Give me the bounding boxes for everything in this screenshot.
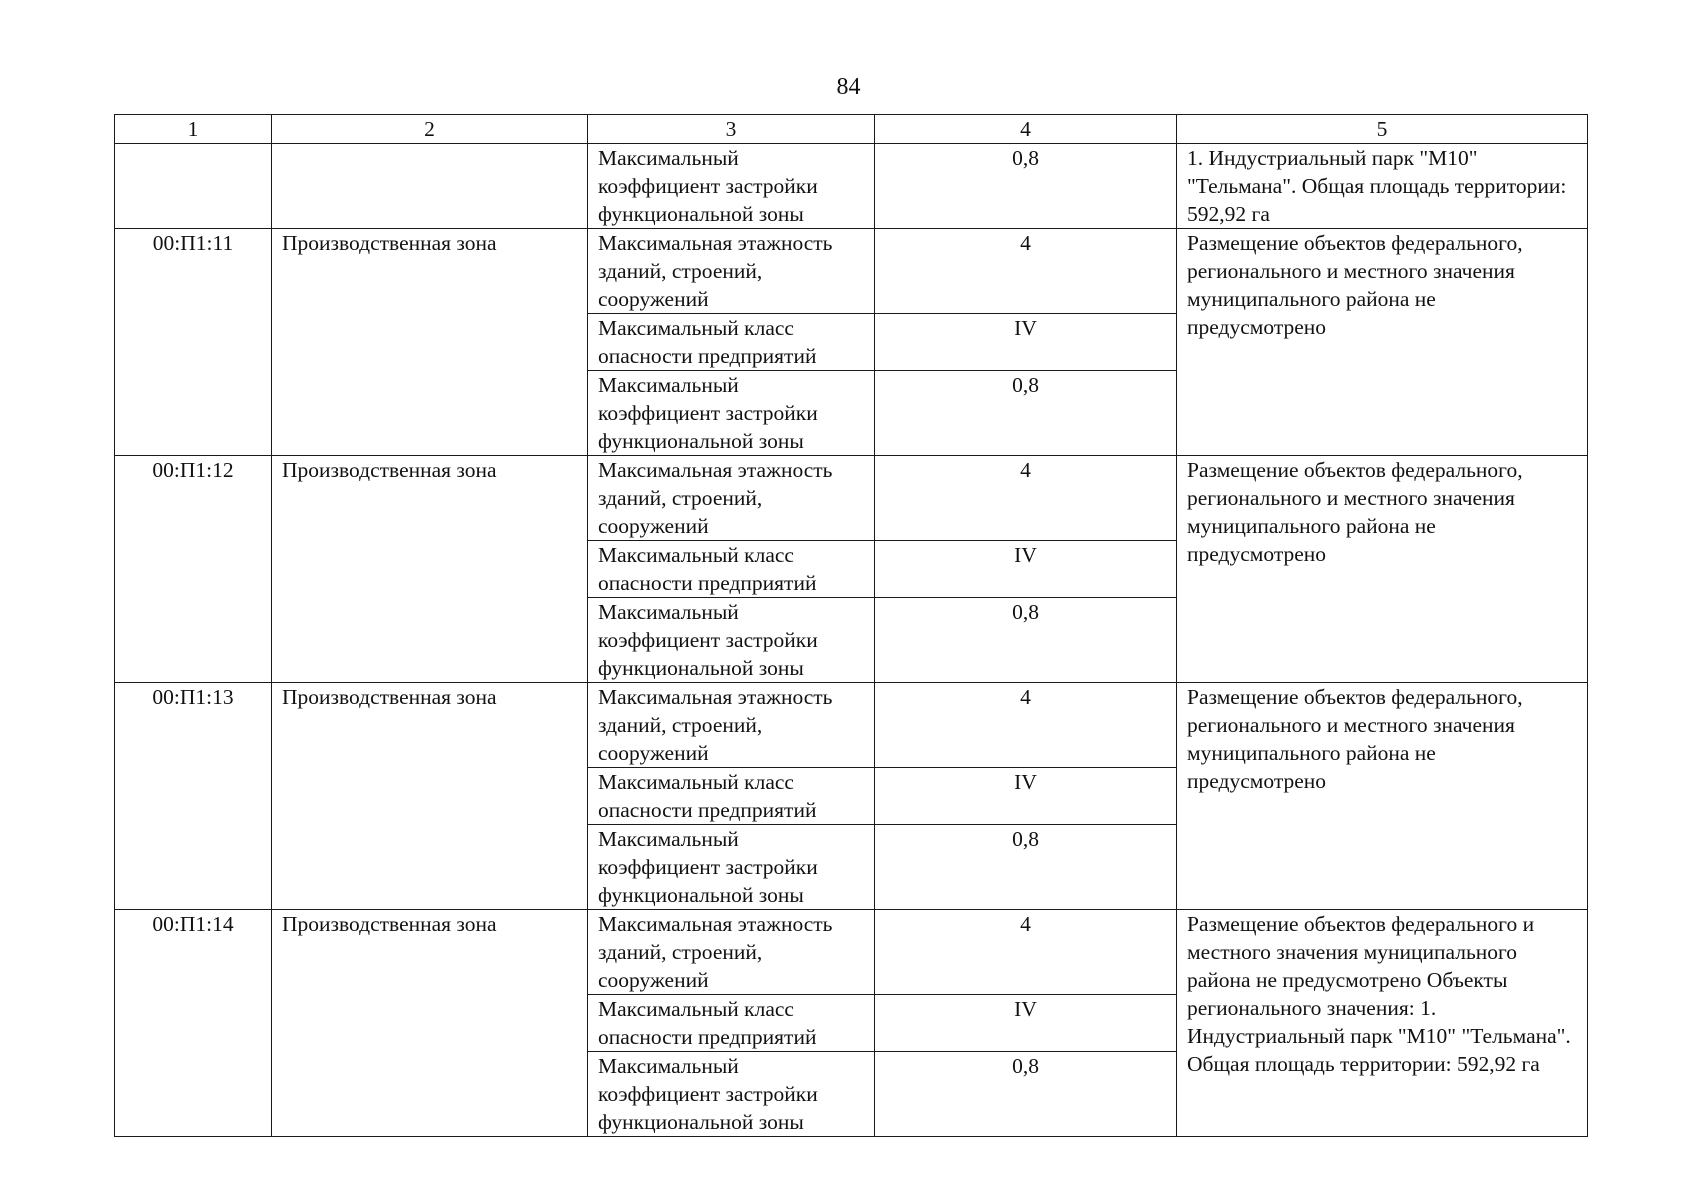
param-label-cell: Максимальный коэффициент застройки функциональной зоны	[588, 825, 875, 910]
param-label-cell: Максимальный класс опасности предприятий	[588, 314, 875, 371]
column-header: 4	[875, 115, 1177, 144]
zone-name-cell: Производственная зона	[272, 229, 588, 456]
column-header: 3	[588, 115, 875, 144]
param-value-cell: 0,8	[875, 1052, 1177, 1137]
zone-name-cell	[272, 144, 588, 229]
table-row	[115, 683, 1588, 768]
param-label-cell: Максимальная этажность зданий, строений, сооружений	[588, 683, 875, 768]
zone-note-cell: Размещение объектов федерального и местного значения муниципального района не предусмотрено Объекты регионального значения: 1. Индустриальный парк "М10" "Тельмана". Общая площадь территории: 592,92 га	[1177, 910, 1588, 1137]
param-label-cell: Максимальный класс опасности предприятий	[588, 995, 875, 1052]
param-value-cell: 4	[875, 229, 1177, 314]
zone-code-cell	[115, 144, 272, 229]
param-label-cell: Максимальная этажность зданий, строений, сооружений	[588, 456, 875, 541]
param-label-cell: Максимальный коэффициент застройки функциональной зоны	[588, 1052, 875, 1137]
param-label-cell: Максимальный коэффициент застройки функциональной зоны	[588, 371, 875, 456]
zone-note-cell: Размещение объектов федерального, регионального и местного значения муниципального района не предусмотрено	[1177, 683, 1588, 910]
zone-code-cell: 00:П1:14	[115, 910, 272, 1137]
param-value-cell: IV	[875, 768, 1177, 825]
param-label-cell: Максимальный коэффициент застройки функциональной зоны	[588, 598, 875, 683]
param-value-cell: IV	[875, 541, 1177, 598]
zones-table	[114, 114, 1588, 1137]
zone-name-cell: Производственная зона	[272, 683, 588, 910]
zone-code-cell: 00:П1:13	[115, 683, 272, 910]
param-value-cell: 0,8	[875, 598, 1177, 683]
table-row	[115, 456, 1588, 541]
param-value-cell: 0,8	[875, 144, 1177, 229]
param-value-cell: 0,8	[875, 825, 1177, 910]
param-value-cell: 4	[875, 910, 1177, 995]
param-label-cell: Максимальная этажность зданий, строений, сооружений	[588, 229, 875, 314]
param-value-cell: IV	[875, 314, 1177, 371]
table-row	[115, 910, 1588, 995]
param-value-cell: 0,8	[875, 371, 1177, 456]
zone-note-cell: Размещение объектов федерального, регионального и местного значения муниципального района не предусмотрено	[1177, 456, 1588, 683]
column-header: 1	[115, 115, 272, 144]
zone-code-cell: 00:П1:12	[115, 456, 272, 683]
column-header: 2	[272, 115, 588, 144]
param-label-cell: Максимальная этажность зданий, строений, сооружений	[588, 910, 875, 995]
param-value-cell: IV	[875, 995, 1177, 1052]
param-value-cell: 4	[875, 683, 1177, 768]
param-label-cell: Максимальный коэффициент застройки функциональной зоны	[588, 144, 875, 229]
zone-note-cell: Размещение объектов федерального, регионального и местного значения муниципального района не предусмотрено	[1177, 229, 1588, 456]
zone-note-cell: 1. Индустриальный парк "М10" "Тельмана". Общая площадь территории: 592,92 га	[1177, 144, 1588, 229]
column-header: 5	[1177, 115, 1588, 144]
param-label-cell: Максимальный класс опасности предприятий	[588, 541, 875, 598]
zone-name-cell: Производственная зона	[272, 456, 588, 683]
table-header-row	[115, 115, 1588, 144]
table-row	[115, 229, 1588, 314]
zone-name-cell: Производственная зона	[272, 910, 588, 1137]
param-label-cell: Максимальный класс опасности предприятий	[588, 768, 875, 825]
param-value-cell: 4	[875, 456, 1177, 541]
continuation-row	[115, 144, 1588, 229]
zone-code-cell: 00:П1:11	[115, 229, 272, 456]
page-number: 84	[836, 74, 861, 100]
